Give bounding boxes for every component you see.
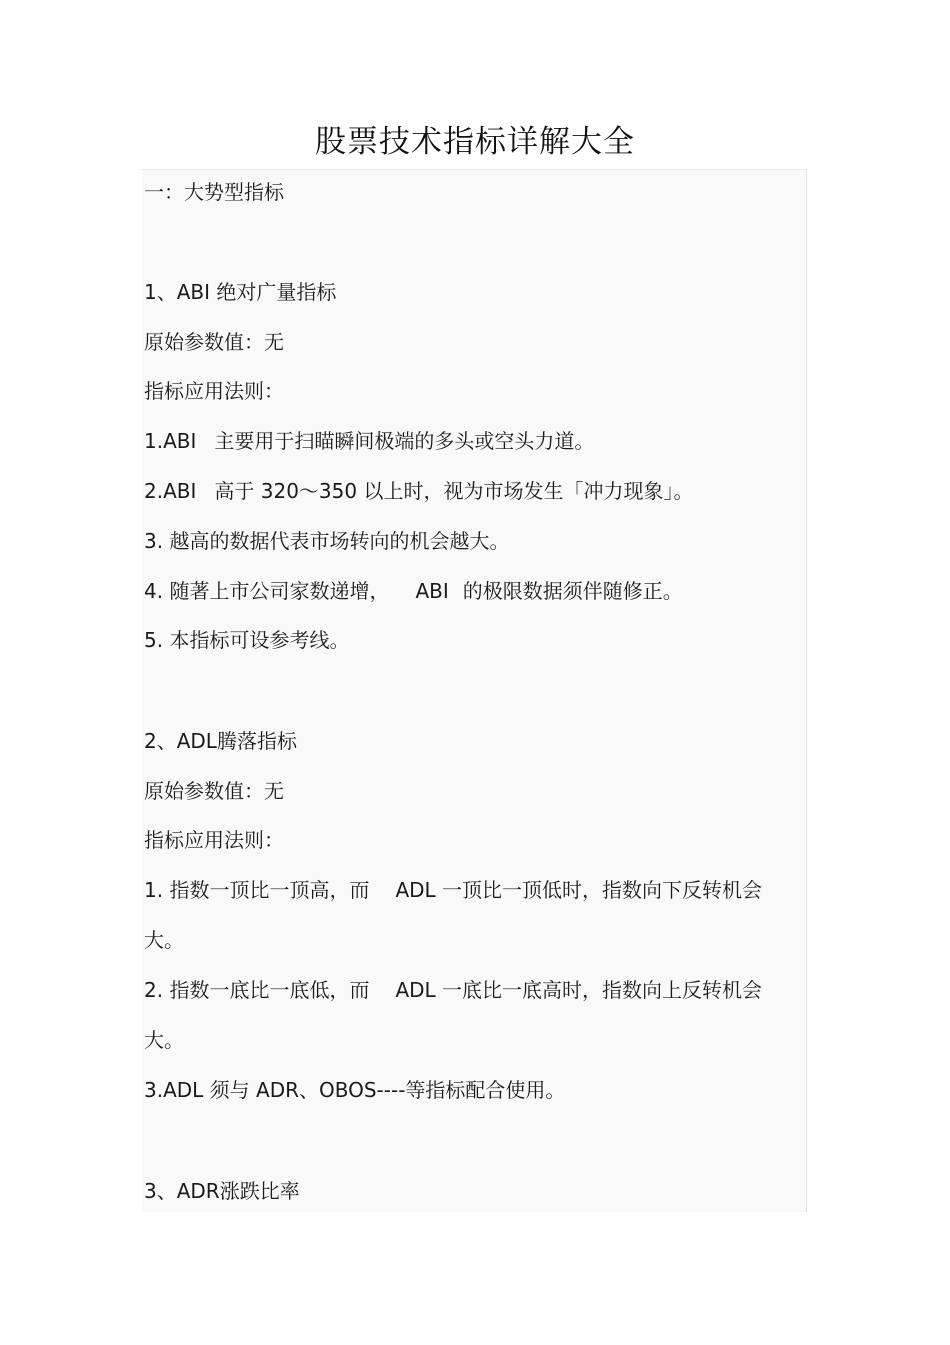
rule-text: 2. 指数一底比一底低，而 — [144, 978, 370, 1002]
rules-label: 指标应用法则： — [144, 828, 284, 852]
rule-line — [144, 477, 693, 505]
rule-line — [144, 427, 594, 455]
rules-label: 指标应用法则： — [144, 379, 284, 403]
rule-line — [144, 876, 762, 904]
rule-line: 3.ADL 须与 ADR、OBOS----等指标配合使用。 — [144, 1078, 566, 1102]
page-title: 股票技术指标详解大全 — [315, 124, 635, 160]
section-heading: 一：大势型指标 — [144, 180, 284, 204]
rule-text: ADL 一顶比一顶低时，指数向下反转机会 — [395, 878, 763, 902]
rule-prefix: 2.ABI — [144, 479, 197, 503]
indicator-heading-abi: 1、ABI 绝对广量指标 — [144, 280, 337, 304]
rule-text: 4. 随著上市公司家数递增， — [144, 579, 390, 603]
rule-line: 3. 越高的数据代表市场转向的机会越大。 — [144, 529, 510, 553]
rule-prefix: 1.ABI — [144, 429, 197, 453]
rule-line: 大。 — [144, 1028, 184, 1052]
rule-text: 主要用于扫瞄瞬间极端的多头或空头力道。 — [214, 429, 595, 453]
rule-text: 的极限数据须伴随修正。 — [462, 579, 683, 603]
rule-text: 1. 指数一顶比一顶高，而 — [144, 878, 370, 902]
rule-line — [144, 976, 762, 1004]
param-line: 原始参数值：无 — [144, 779, 284, 803]
rule-line — [144, 577, 683, 605]
indicator-heading-adl: 2、ADL腾落指标 — [144, 729, 297, 753]
param-line: 原始参数值：无 — [144, 330, 284, 354]
rule-text: ABI — [415, 579, 449, 603]
indicator-heading-adr: 3、ADR涨跌比率 — [144, 1179, 300, 1203]
rule-line: 5. 本指标可设参考线。 — [144, 628, 350, 652]
rule-text: ADL 一底比一底高时，指数向上反转机会 — [395, 978, 763, 1002]
document-body — [142, 169, 807, 1212]
rule-text: 高于 320～350 以上时，视为市场发生「冲力现象」。 — [214, 479, 694, 503]
rule-line: 大。 — [144, 928, 184, 952]
